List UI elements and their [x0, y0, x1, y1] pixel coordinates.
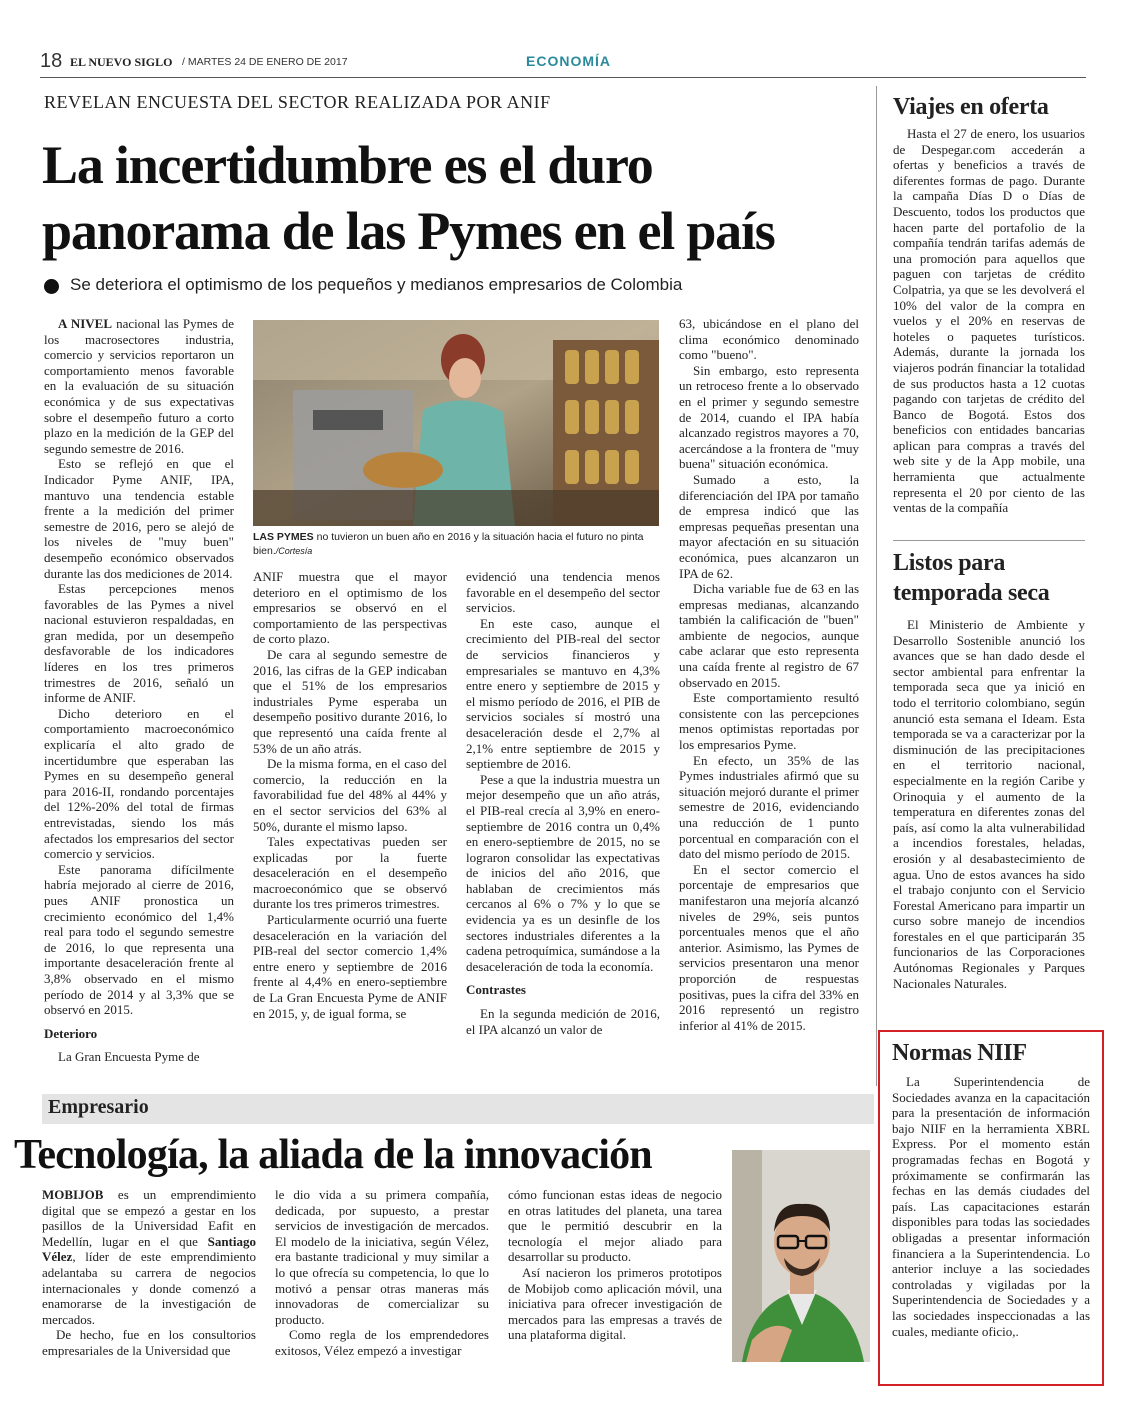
sidebar-listos-title: [893, 548, 1049, 608]
empresario-label: Empresario: [48, 1096, 149, 1118]
col2-p2: De cara al segundo semestre de 2016, las cifras de la GEP indicaban que el 51% de los empresarios industriales Pyme esperaba un desempeño positivo durante 2016, lo que representó una caída frente al 53% de un año atrás.: [253, 646, 447, 756]
main-column-4: [679, 316, 859, 1078]
bottom-column-1: [42, 1187, 256, 1365]
paper-name: EL NUEVO SIGLO: [70, 55, 173, 69]
col1-p2: Esto se reflejó en que el Indicador Pyme ANIF, IPA, mantuvo una tendencia estable frente a la medición del primer semestre de 2016, pero se alejó de los niveles de "muy buen" desempeño económico observados durante las dos mediciones de 2014.: [44, 456, 234, 581]
col1-lead: A NIVEL: [58, 316, 112, 331]
col3-p3: Pese a que la industria muestra un mejor desempeño que un año atrás, el PIB-real crecía al 3,9% en enero-septiembre de 2016 contra un 0,4% en enero-septiembre de 2015, no se lograron consolidar las expectativas de inicios del año 2016, que hablaban de crecimientos más cercanos al 6% o 7% y lo que se evidencia ya es un desinfle de los sectores industriales diferentes a la cadena petroquímica, sumándose a la desaceleración de toda la economía.: [466, 771, 660, 974]
bottom-col2-p1: le dio vida a su primera compañía, dedicada, por supuesto, a prestar servicios de investigación de mercados. El modelo de la iniciativa, según Vélez, era bastante tradicional y muy similar a lo que ofrecía su competencia, lo que lo motivó a pensar otras maneras más innovadoras de comercializar su producto.: [275, 1187, 489, 1327]
bottom-column-3: [508, 1187, 722, 1365]
listos-title-line-1: Listos para: [893, 550, 1006, 576]
article-subtitle: Se deteriora el optimismo de los pequeños y medianos empresarios de Colombia: [70, 275, 683, 294]
article-kicker: REVELAN ENCUESTA DEL SECTOR REALIZADA POR ANIF: [44, 92, 551, 112]
col1-p4: Dicho deterioro en el comportamiento macroeconómico explicaría el alto grado de incertidumbre que esperaban las Pymes en su desempeño general para 2016-II, rondando porcentajes del 12%-20% del total de firmas entrevistadas, siendo los más afectados los empresarios del sector comercio y servicios.: [44, 705, 234, 862]
col4-p2: Sin embargo, esto representa un retroceso frente a lo observado en el primer y segundo semestre de 2014, cuando el IPA había alcanzado registros mayores a 70, acercándose a la frontera de "muy buena" situación económica.: [679, 362, 859, 472]
article-photo: [253, 320, 659, 526]
factory-photo-illustration: [253, 320, 659, 526]
col3-p1: evidenció una tendencia menos favorable en el desempeño del sector servicios.: [466, 569, 660, 616]
sidebar-viajes-title: Viajes en oferta: [893, 94, 1049, 120]
main-column-1: [44, 316, 234, 1078]
col4-p7: En el sector comercio el porcentaje de empresarios que manifestaron una mejoría alcanzó niveles de 29%, seis puntos porcentuales menos que el año anterior. Asimismo, las Pymes de servicios presentaron una menor proporción de respuestas positivas, pues la cifra del 33% en 2016 representó un registro inferior al 41% de 2015.: [679, 861, 859, 1033]
headline-line-1: La incertidumbre es el duro: [42, 135, 653, 195]
col2-p4: Tales expectativas pueden ser explicadas por la fuerte desaceleración en el desempeño macroeconómico que se observó durante los tres primeros trimestres.: [253, 834, 447, 912]
col1-p6: La Gran Encuesta Pyme de: [58, 1049, 200, 1065]
subtitle-bullet: [44, 279, 59, 294]
bottom-col3-p1: cómo funcionan estas ideas de negocio en otras latitudes del planeta, una tarea que le permitió descubrir en la tecnología el mejor aliado para desarrollar su producto.: [508, 1187, 722, 1265]
col3-p2: En este caso, aunque el crecimiento del PIB-real del sector de servicios financieros y empresariales se mantuvo en 4,3% entre enero y septiembre de 2015 y el mismo período de 2016, el PIB de servicios sociales sí mostró una desaceleración desde el 2,7% al 2,1% entre septiembre de 2015 y septiembre de 2016.: [466, 615, 660, 772]
col4-p5: Este comportamiento resultó consistente con las percepciones menos optimistas reportadas por los empresarios Pyme.: [679, 690, 859, 753]
photo-credit: /Cortesía: [275, 546, 313, 556]
photo-caption-lead: LAS PYMES: [253, 531, 314, 543]
photo-caption: [253, 530, 659, 558]
col2-p5: Particularmente ocurrió una fuerte desaceleración en la variación del PIB-real del sector comercio 1,4% entre enero y septiembre de 2016 frente al 4,4% en enero-septiembre de La Gran Encuesta Pyme de ANIF en 2015, y, de igual forma, se: [253, 912, 447, 1021]
main-column-2: [253, 569, 447, 1078]
bottom-col1-lead: MOBIJOB: [42, 1187, 104, 1202]
viajes-paragraph: Hasta el 27 de enero, los usuarios de Despegar.com accederán a ofertas y beneficios a través de diferentes formas de pago. Durante la campaña Días D o Días de Descuento, todos los productos que hacen parte del portafolio de la compañía tendrán tarifas además de una promoción para aquellos que paguen con tarjetas de crédito Colpatria, ya que se les devolverá el 10% del valor de la compra en vuelos y el 20% en reservas de hoteles o paquetes turísticos. Además, durante la jornada los viajeros podrán financiar la totalidad de sus productos hasta a 12 cuotas pagando con tarjetas de crédito del Banco de Bogotá. Estos dos beneficios con entidades bancarias aplican para compras a través del web site y de la App mobile, una herramienta que actualmente representa el 20 por ciento de las ventas de la compañía: [893, 126, 1085, 516]
bottom-col3-p2: Así nacieron los primeros prototipos de Mobijob como aplicación móvil, una iniciativa para ofrecer investigación de mercados para las empresas a través de una plataforma digital.: [508, 1264, 722, 1343]
bottom-col1-name: Santiago Vélez: [42, 1233, 256, 1265]
listos-paragraph: El Ministerio de Ambiente y Desarrollo Sostenible anunció los avances que se han dado desde el sector ambiental para enfrentar la temporada seca que ya inició en todo el territorio colombiano, según anunció esta semana el Ideam. Esta temporada se va a caracterizar por la disminución de las precipitaciones en el territorio nacional, especialmente en la región Caribe y Orinoquia y el aumento de la temperatura en diferentes zonas del país, así como la alta vulnerabilidad a incendios forestales, heladas, erosión y al desabastecimiento de agua. Uno de estos avances ha sido el trabajo conjunto con el Servicio Forestal Americano para impartir un curso sobre manejo de incendios forestales en el que participarán 35 funcionarios de las Corporaciones Autónomas Regionales y Parques Nacionales Naturales.: [893, 617, 1085, 991]
portrait-photo: [732, 1150, 870, 1362]
page-header: [40, 48, 1086, 76]
listos-title-line-2: temporada seca: [893, 580, 1050, 606]
niif-title: Normas NIIF: [892, 1040, 1027, 1066]
niif-paragraph: La Superintendencia de Sociedades avanza en la capacitación para la presentación de información bajo NIIF en la herramienta XBRL Express. Por el momento están programadas fechas en Bogotá y próximamente se confirmarán las fechas en las demás ciudades del país. Las capacitaciones estarán disponibles para todas las sociedades obligadas a presentar información financiera a la Superintendencia. Lo anterior incluye a las sociedades controladas y vigiladas por la Superintendencia de Sociedades y a las sociedades inspeccionadas a las cuales, mediante oficio,.: [892, 1074, 1090, 1339]
col3-subhead: Contrastes: [466, 982, 526, 998]
bottom-col1-p1a: es un emprendimiento digital que se empezó a gestar en los pasillos de la Universidad Eafit en Medellín, lugar en el que: [42, 1187, 256, 1249]
photo-caption-text: no tuvieron un buen año en 2016 y la situación hacia el futuro no pinta bien.: [253, 531, 644, 557]
main-column-3: [466, 569, 660, 1078]
sidebar-rule-1: [893, 540, 1085, 541]
bottom-column-2: [275, 1187, 489, 1365]
col2-p3: De la misma forma, en el caso del comercio, la reducción en la favorabilidad fue del 48% al 44% y en el sector servicios del 63% al 50%, durante el mismo lapso.: [253, 756, 447, 834]
sidebar-listos-text: [893, 617, 1085, 1021]
sidebar-divider: [876, 86, 877, 1086]
page-number: 18: [40, 50, 63, 72]
empresario-band: [42, 1094, 874, 1124]
niif-text: [892, 1074, 1090, 1380]
headline-line-2: panorama de las Pymes en el país: [42, 201, 775, 261]
col4-p3: Sumado a esto, la diferenciación del IPA por tamaño de empresa indicó que las empresas pequeñas presentan una mayor afectación en su situación económica, pues alcanzaron un IPA de 62.: [679, 471, 859, 581]
article-headline: [42, 132, 872, 264]
header-rule: [40, 77, 1086, 78]
sidebar-viajes-text: [893, 126, 1085, 532]
col4-p4: Dicha variable fue de 63 en las empresas medianas, alcanzando también la calificación de "buen" ambiente de negocios, aunque cabe aclarar que esto representa una caída frente al registro de 67 observado en 2015.: [679, 581, 859, 690]
col1-subhead: Deterioro: [44, 1025, 98, 1041]
portrait-illustration: [732, 1150, 870, 1362]
bottom-col1-p1b: , líder de este emprendimiento adelantaba su carrera de negocios internacionales y donde comenzó a enamorarse de la investigación de mercados.: [42, 1249, 256, 1327]
niif-highlight-box: [878, 1030, 1104, 1386]
bottom-col1-p2: De hecho, fue en los consultorios empresariales de la Universidad que: [42, 1327, 256, 1358]
col4-p1: 63, ubicándose en el plano del clima económico denominado como "bueno".: [679, 316, 859, 363]
col4-p6: En efecto, un 35% de las Pymes industriales afirmó que su situación mejoró durante el primer semestre de 2016, evidenciando una reducción de 1 punto porcentual en comparación con el dato del mismo período de 2015.: [679, 752, 859, 862]
section-label: ECONOMÍA: [526, 53, 611, 69]
col1-p1: nacional las Pymes de los macrosectores industria, comercio y servicios reportaron un comportamiento menos favorable en la evaluación de su situación económica y de sus expectativas sobre el desempeño futuro a corto plazo en la medición de la GEP del segundo semestre de 2016.: [44, 316, 234, 456]
col1-p5: Este panorama difícilmente habría mejorado al cierre de 2016, pues ANIF pronostica un crecimiento económico del 1,4% real para todo el segundo semestre de 2016, lo que representa una importante desaceleración frente al 3,8% observado en el mismo período de 2014 y al 3,3% que se observó en 2015.: [44, 861, 234, 1018]
bottom-headline: Tecnología, la aliada de la innovación: [14, 1132, 652, 1178]
col2-p1: ANIF muestra que el mayor deterioro en el optimismo de los empresarios se observó en el comportamiento de las perspectivas de corto plazo.: [253, 569, 447, 647]
col1-p3: Estas percepciones menos favorables de las Pymes a nivel nacional estuvieron respaldadas, en gran medida, por un desempeño desfavorable de los indicadores líderes en los tres primeros trimestres de 2016, señaló un informe de ANIF.: [44, 581, 234, 706]
col3-p4: En la segunda medición de 2016, el IPA alcanzó un valor de: [466, 1006, 660, 1037]
bottom-col2-p2: Como regla de los emprendedores exitosos, Vélez empezó a investigar: [275, 1327, 489, 1358]
publication-date: / MARTES 24 DE ENERO DE 2017: [182, 56, 348, 68]
